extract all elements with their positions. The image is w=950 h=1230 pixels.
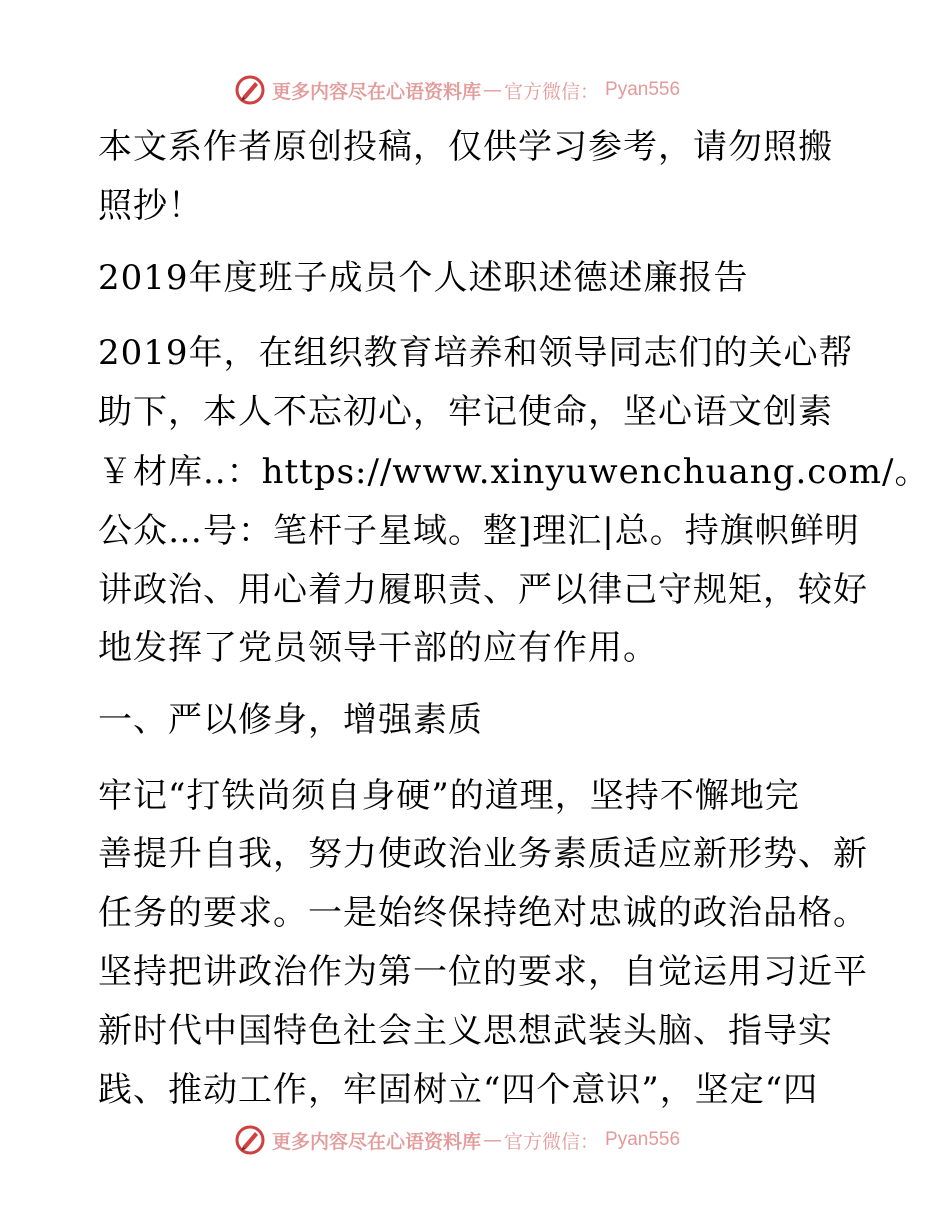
watermark-site: 更多内容尽在心语资料库 [272, 80, 482, 103]
body-line: 讲政治、用心着力履职责、严以律己守规矩，较好 [98, 570, 868, 610]
document-title: 2019年度班子成员个人述职述德述廉报告 [98, 258, 749, 298]
logo-icon [234, 1124, 266, 1156]
watermark-banner-bottom [234, 1122, 754, 1158]
body-line: 公众…号：笔杆子星域。整]理汇|总。持旗帜鲜明 [98, 511, 860, 551]
intro-notice-line-2: 照抄！ [98, 186, 203, 226]
body-line: 牢记“打铁尚须自身硬”的道理，坚持不懈地完 [98, 776, 800, 816]
intro-notice-line-1: 本文系作者原创投稿，仅供学习参考，请勿照搬 [98, 127, 833, 167]
body-line: 新时代中国特色社会主义思想武装头脑、指导实 [98, 1011, 833, 1051]
section-heading: 一、严以修身，增强素质 [98, 700, 483, 740]
body-line: 善提升自我，努力使政治业务素质适应新形势、新 [98, 834, 868, 874]
body-line: 任务的要求。一是始终保持绝对忠诚的政治品格。 [98, 893, 868, 933]
logo-icon [234, 74, 266, 106]
watermark-separator: — [483, 79, 503, 101]
body-line: 践、推动工作，牢固树立“四个意识”，坚定“四 [98, 1070, 819, 1110]
watermark-account: Pyan556 [605, 1129, 681, 1150]
watermark-official: 官方微信： [504, 1130, 600, 1153]
body-line: ￥材库..：https://www.xinyuwenchuang.com/。 [98, 452, 930, 492]
body-line: 坚持把讲政治作为第一位的要求，自觉运用习近平 [98, 952, 868, 992]
watermark-account: Pyan556 [605, 79, 681, 100]
body-line: 地发挥了党员领导干部的应有作用。 [98, 628, 658, 668]
watermark-separator: — [483, 1129, 503, 1151]
watermark-site: 更多内容尽在心语资料库 [272, 1130, 482, 1153]
watermark-banner-top [234, 72, 754, 108]
body-line: 2019年，在组织教育培养和领导同志们的关心帮 [98, 333, 854, 373]
body-line: 助下，本人不忘初心，牢记使命，坚心语文创素 [98, 392, 833, 432]
watermark-official: 官方微信： [504, 80, 600, 103]
